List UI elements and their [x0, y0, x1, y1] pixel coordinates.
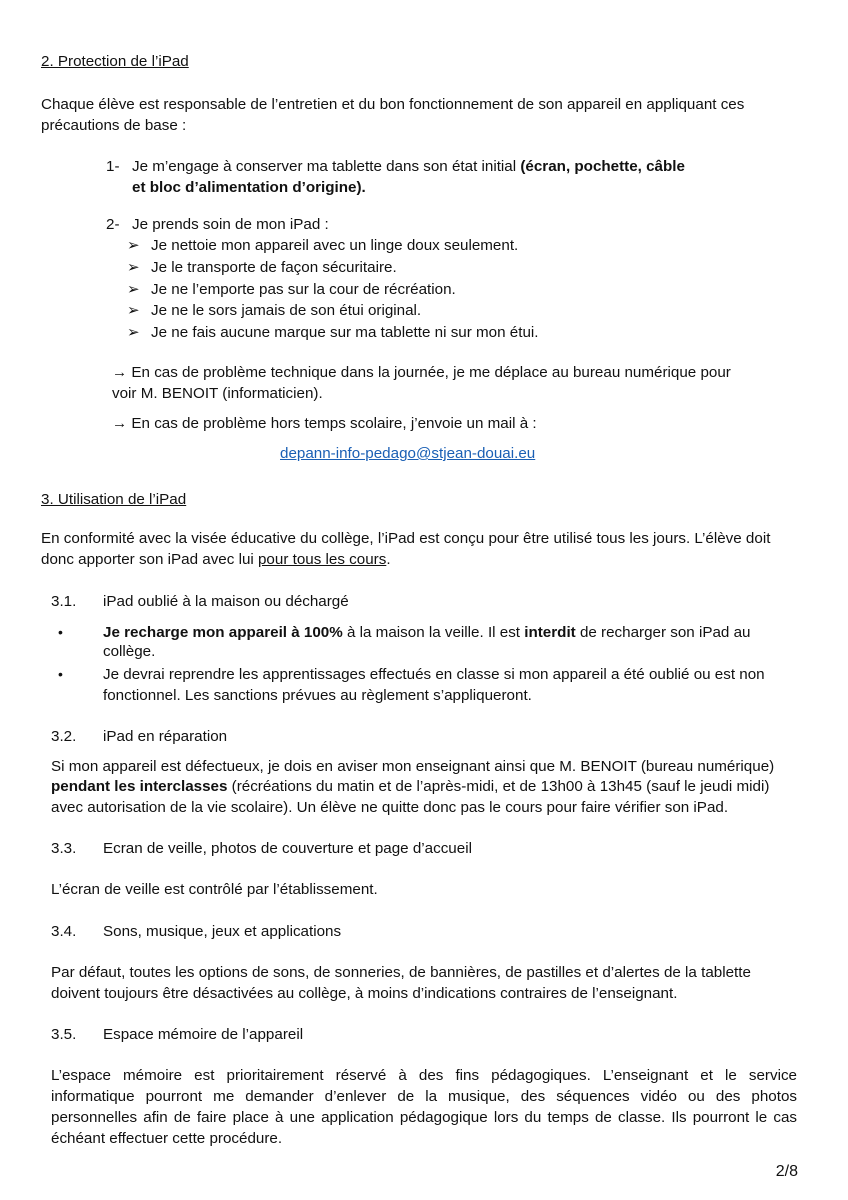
arrow-bullet-icon: ➢ [127, 324, 140, 341]
subsection-3-3-title: Ecran de veille, photos de couverture et page d’accueil [103, 840, 472, 857]
subsection-3-2-title: iPad en réparation [103, 728, 228, 745]
subsection-3-3-number: 3.3. [51, 840, 77, 857]
subsection-3-2-number: 3.2. [51, 728, 77, 745]
memory-paragraph-line-3: personnelles afin de faire place à une application pédagogique lors du temps de classe. Ils pourront le cas [51, 1109, 797, 1126]
intro-text: donc apporter son iPad avec lui [41, 551, 258, 568]
recharge-end-text: de recharger son iPad au [575, 624, 751, 641]
interclass-text: (récréations du matin et de l’après-midi, et de 13h00 à 13h45 (sauf le jeudi midi) [227, 778, 770, 795]
arrow-bullet-icon: ➢ [127, 302, 140, 319]
sounds-paragraph-line-1: Par défaut, toutes les options de sons, de sonneries, de bannières, de pastilles et d’alertes de la tablette [51, 964, 751, 981]
support-email-link[interactable]: depann-info-pedago@stjean-douai.eu [280, 445, 536, 462]
item-1-line-2: et bloc d’alimentation d’origine). [132, 179, 366, 196]
memory-paragraph-line-4: échéant effectuer cette procédure. [51, 1130, 283, 1147]
section-2-intro-line-1: Chaque élève est responsable de l’entretien et du bon fonctionnement de son appareil en appliquant ces [41, 96, 745, 113]
item-2-number: 2- [106, 216, 120, 233]
recharge-text: à la maison la veille. Il est [342, 624, 525, 641]
item-2-text: Je prends soin de mon iPad : [132, 216, 329, 233]
subsection-3-5-title: Espace mémoire de l’appareil [103, 1026, 304, 1043]
item-1-text: Je m’engage à conserver ma tablette dans son état initial [132, 158, 521, 175]
repair-paragraph-line-3: avec autorisation de la vie scolaire). Un élève ne quitte donc pas le cours pour faire vérifier son iPad. [51, 799, 729, 816]
care-item: Je ne l’emporte pas sur la cour de récréation. [151, 281, 456, 298]
subsection-3-4-number: 3.4. [51, 923, 77, 940]
forgotten-rule-line-1: Je devrai reprendre les apprentissages effectués en classe si mon appareil a été oublié ou est non [103, 666, 765, 683]
memory-paragraph-line-1: L’espace mémoire est prioritairement réservé à des fins pédagogiques. L’enseignant et le service [51, 1067, 797, 1084]
care-item: Je ne le sors jamais de son étui original. [151, 302, 422, 319]
bullet-icon: • [58, 666, 63, 682]
subsection-3-5-number: 3.5. [51, 1026, 77, 1043]
recharge-bold-text: Je recharge mon appareil à 100% [103, 624, 343, 641]
tech-problem-note-line-1: → En cas de problème technique dans la journée, je me déplace au bureau numérique pour [112, 364, 731, 381]
item-1-line-1 [132, 156, 685, 177]
item-1-number: 1- [106, 158, 120, 175]
page-number: 2/8 [775, 1163, 798, 1180]
care-item: Je ne fais aucune marque sur ma tablette ni sur mon étui. [151, 324, 539, 341]
memory-paragraph-line-2: informatique pourront me demander d’enlever de la musique, des séquences vidéo ou des photos [51, 1088, 797, 1105]
subsection-3-1-title: iPad oublié à la maison ou déchargé [103, 593, 349, 610]
interclass-bold-text: pendant les interclasses [51, 778, 228, 795]
care-item: Je nettoie mon appareil avec un linge doux seulement. [151, 237, 519, 254]
subsection-3-4-title: Sons, musique, jeux et applications [103, 923, 342, 940]
forgotten-rule-line-2: fonctionnel. Les sanctions prévues au règlement s’appliqueront. [103, 687, 532, 704]
after-hours-note: → En cas de problème hors temps scolaire, j’envoie un mail à : [112, 415, 537, 432]
arrow-bullet-icon: ➢ [127, 281, 140, 298]
recharge-rule-line-1 [103, 622, 751, 643]
arrow-bullet-icon: ➢ [127, 259, 140, 276]
screensaver-text: L’écran de veille est contrôlé par l’établissement. [51, 881, 378, 898]
item-1-bold-text: (écran, pochette, câble [520, 158, 685, 175]
repair-paragraph-line-1: Si mon appareil est défectueux, je dois en aviser mon enseignant ainsi que M. BENOIT (bureau numérique) [51, 758, 775, 775]
care-item: Je le transporte de façon sécuritaire. [151, 259, 397, 276]
recharge-rule-line-2: collège. [103, 643, 156, 660]
tech-problem-note-line-2: voir M. BENOIT (informaticien). [112, 385, 323, 402]
section-2-intro-line-2: précautions de base : [41, 117, 187, 134]
section-3-heading: 3. Utilisation de l’iPad [41, 491, 187, 508]
sounds-paragraph-line-2: doivent toujours être désactivées au collège, à moins d’indications contraires de l’enseignant. [51, 985, 678, 1002]
section-3-intro-line-1: En conformité avec la visée éducative du collège, l’iPad est conçu pour être utilisé tous les jours. L’élève doit [41, 530, 771, 547]
arrow-bullet-icon: ➢ [127, 237, 140, 254]
repair-paragraph-line-2 [51, 776, 769, 797]
bullet-icon: • [58, 624, 63, 640]
section-2-heading: 2. Protection de l’iPad [41, 53, 189, 70]
section-3-intro-line-2 [41, 549, 391, 570]
intro-underlined-text: pour tous les cours [257, 551, 387, 568]
intro-end: . [386, 551, 391, 568]
forbidden-bold-text: interdit [524, 624, 576, 641]
subsection-3-1-number: 3.1. [51, 593, 77, 610]
